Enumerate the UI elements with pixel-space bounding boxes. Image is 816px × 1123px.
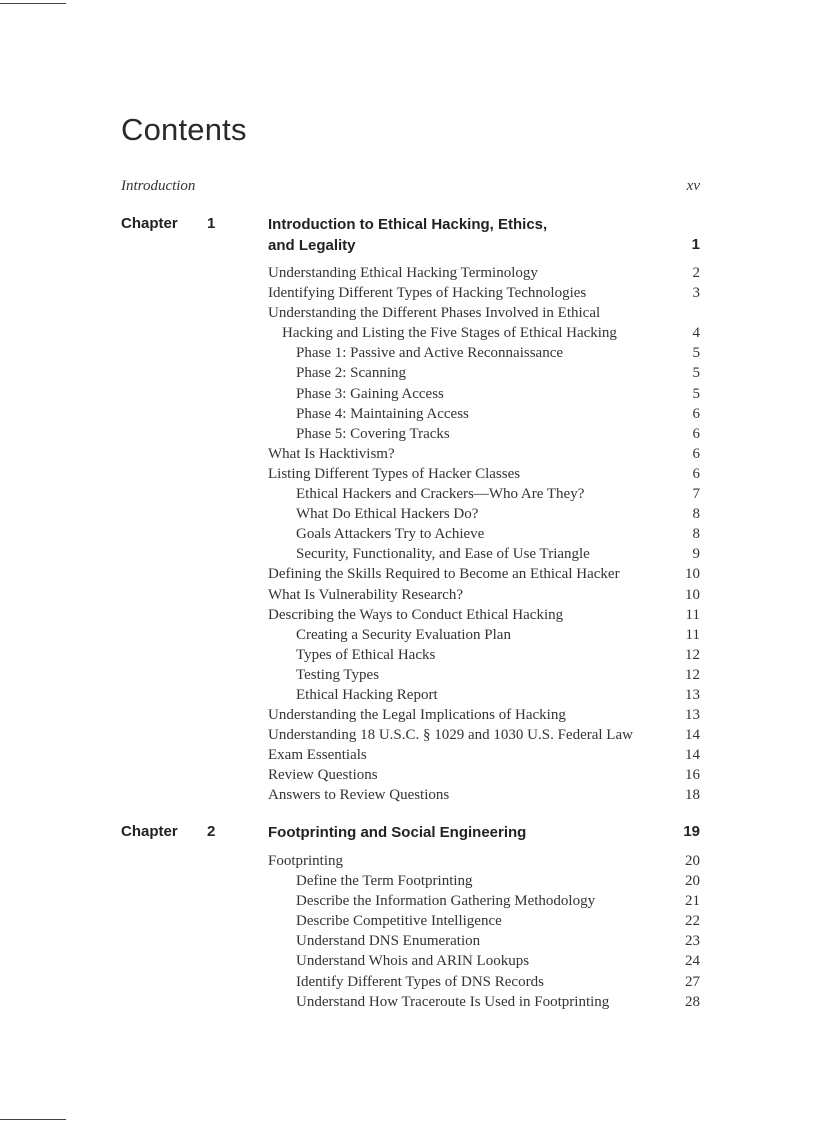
toc-entry-title: Phase 1: Passive and Active Reconnaissance (296, 345, 564, 362)
toc-entry-title: Answers to Review Questions (268, 787, 450, 804)
toc-entry (268, 323, 700, 343)
toc-entry-page: 9 (692, 546, 700, 563)
toc-entry (268, 851, 700, 871)
toc-entry-title: Listing Different Types of Hacker Classes (268, 465, 521, 482)
chapter-1-number: 1 (207, 215, 216, 232)
toc-entry-title: Creating a Security Evaluation Plan (296, 626, 511, 643)
toc-entry (268, 384, 700, 404)
toc-entry-title: Describing the Ways to Conduct Ethical Hacking (268, 606, 564, 623)
toc-entry-page: 21 (685, 893, 700, 910)
toc-entry (268, 725, 700, 745)
toc-entry (268, 685, 700, 705)
toc-entry (268, 992, 700, 1012)
toc-entry-title: Review Questions (268, 767, 378, 784)
toc-entry-page: 8 (692, 526, 700, 543)
toc-entry-title: Defining the Skills Required to Become an Ethical Hacker (268, 566, 620, 583)
toc-entry-page: 20 (685, 853, 700, 869)
toc-entry (268, 444, 700, 464)
toc-entry-page: 5 (692, 345, 700, 362)
toc-entry-title: Understanding the Legal Implications of Hacking (268, 707, 566, 724)
toc-entry-title: Ethical Hacking Report (296, 686, 438, 703)
toc-entry (268, 871, 700, 891)
toc-entry (268, 625, 700, 645)
toc-entry-page: 2 (692, 265, 700, 281)
toc-entry-title: What Is Hacktivism? (268, 445, 395, 462)
toc-entry-title: What Is Vulnerability Research? (268, 586, 463, 603)
toc-entry (268, 363, 700, 383)
toc-entry-title: Understand DNS Enumeration (296, 933, 481, 950)
toc-entry-page: 7 (692, 486, 700, 503)
toc-entry (268, 931, 700, 951)
chapter-1-page: 1 (691, 236, 700, 253)
toc-entry (268, 564, 700, 584)
toc-entry (268, 424, 700, 444)
toc-entry-page: 6 (692, 425, 700, 442)
chapter-2-page: 19 (683, 823, 700, 840)
toc-entry-page: 12 (685, 666, 700, 683)
toc-entry (268, 951, 700, 971)
toc-entry (268, 464, 700, 484)
toc-entry-title: Identifying Different Types of Hacking Technologies (268, 285, 587, 302)
toc-entry-page: 11 (685, 626, 700, 643)
toc-entry-page: 22 (685, 913, 700, 930)
toc-entry (268, 585, 700, 605)
toc-entry-title: Define the Term Footprinting (296, 873, 473, 890)
toc-entry (268, 705, 700, 725)
toc-entry-page: 4 (692, 325, 700, 342)
chapter-1-entries (268, 263, 700, 806)
toc-entry-page: 28 (685, 993, 700, 1010)
toc-entry (268, 605, 700, 625)
toc-entry-page: 18 (685, 787, 700, 804)
toc-entry (268, 765, 700, 785)
chapter-1-title (268, 214, 628, 256)
toc-entry-title: Identify Different Types of DNS Records (296, 973, 544, 990)
toc-entry (268, 645, 700, 665)
chapter-2-title (268, 822, 628, 843)
toc-entry (268, 343, 700, 363)
toc-entry (268, 911, 700, 931)
toc-entry (268, 891, 700, 911)
toc-entry-page: 3 (692, 285, 700, 302)
toc-entry-title: Exam Essentials (268, 747, 367, 764)
toc-entry-page: 5 (692, 385, 700, 402)
toc-entry (268, 544, 700, 564)
toc-entry-page: 11 (685, 606, 700, 623)
toc-entry-title: Footprinting (268, 853, 344, 869)
toc-entry-title: Understand How Traceroute Is Used in Footprinting (296, 993, 610, 1010)
chapter-1-title-line2: and Legality (268, 237, 356, 254)
toc-entry-page: 8 (692, 506, 700, 523)
chapter-2-title-line1: Footprinting and Social Engineering (268, 824, 527, 841)
toc-entry-page: 13 (685, 686, 700, 703)
toc-entry (268, 484, 700, 504)
toc-entry-title: Understand Whois and ARIN Lookups (296, 953, 530, 970)
toc-entry-title: Goals Attackers Try to Achieve (296, 526, 485, 543)
toc-entry-title: Hacking and Listing the Five Stages of Ethical Hacking (282, 325, 617, 342)
toc-entry-page: 24 (685, 953, 700, 970)
toc-introduction-label: Introduction (121, 178, 196, 194)
toc-entry-page: 5 (692, 365, 700, 382)
toc-entry-title: Phase 3: Gaining Access (296, 385, 444, 402)
toc-entry-page: 14 (685, 747, 700, 764)
toc-entry-title: Phase 2: Scanning (296, 365, 406, 382)
toc-entry-title: Phase 4: Maintaining Access (296, 405, 469, 422)
toc-entry-page: 10 (685, 566, 700, 583)
toc-entry-page: 16 (685, 767, 700, 784)
toc-entry-title: Describe Competitive Intelligence (296, 913, 502, 930)
toc-entry (268, 524, 700, 544)
toc-entry-title: Ethical Hackers and Crackers—Who Are They? (296, 486, 585, 503)
toc-entry-page: 20 (685, 873, 700, 890)
toc-entry (268, 665, 700, 685)
chapter-1-title-line1: Introduction to Ethical Hacking, Ethics, (268, 216, 548, 233)
crop-mark-bottom (0, 1119, 66, 1120)
toc-entry-title: Describe the Information Gathering Methodology (296, 893, 596, 910)
chapter-2-entries (268, 851, 700, 1012)
toc-entry (268, 745, 700, 765)
toc-entry-title: Testing Types (296, 666, 380, 683)
chapter-2-number: 2 (207, 823, 216, 840)
toc-entry-title: Phase 5: Covering Tracks (296, 425, 450, 442)
toc-entry-title: Understanding 18 U.S.C. § 1029 and 1030 U.S. Federal Law (268, 727, 633, 744)
toc-entry-title: Security, Functionality, and Ease of Use Triangle (296, 546, 590, 563)
toc-entry-title: Types of Ethical Hacks (296, 646, 436, 663)
toc-entry-page: 6 (692, 405, 700, 422)
toc-entry (268, 785, 700, 805)
toc-entry (268, 283, 700, 303)
toc-entry (268, 303, 700, 323)
toc-entry-title: What Do Ethical Hackers Do? (296, 506, 479, 523)
toc-introduction-page: xv (686, 178, 700, 194)
toc-entry (268, 972, 700, 992)
toc-entry-title: Understanding the Different Phases Involved in Ethical (268, 305, 601, 322)
chapter-2-label: Chapter (121, 823, 178, 840)
toc-entry-page: 10 (685, 586, 700, 603)
toc-entry (268, 504, 700, 524)
toc-entry-page: 23 (685, 933, 700, 950)
toc-entry-page: 6 (692, 465, 700, 482)
toc-entry-page: 6 (692, 445, 700, 462)
toc-entry-page: 12 (685, 646, 700, 663)
toc-entry-page: 27 (685, 973, 700, 990)
toc-entry (268, 404, 700, 424)
toc-entry (268, 263, 700, 283)
crop-mark-top (0, 3, 66, 4)
toc-entry-page: 14 (685, 727, 700, 744)
toc-entry-page: 13 (685, 707, 700, 724)
page-title: Contents (121, 112, 247, 147)
toc-entry-title: Understanding Ethical Hacking Terminology (268, 265, 538, 281)
chapter-1-label: Chapter (121, 215, 178, 232)
